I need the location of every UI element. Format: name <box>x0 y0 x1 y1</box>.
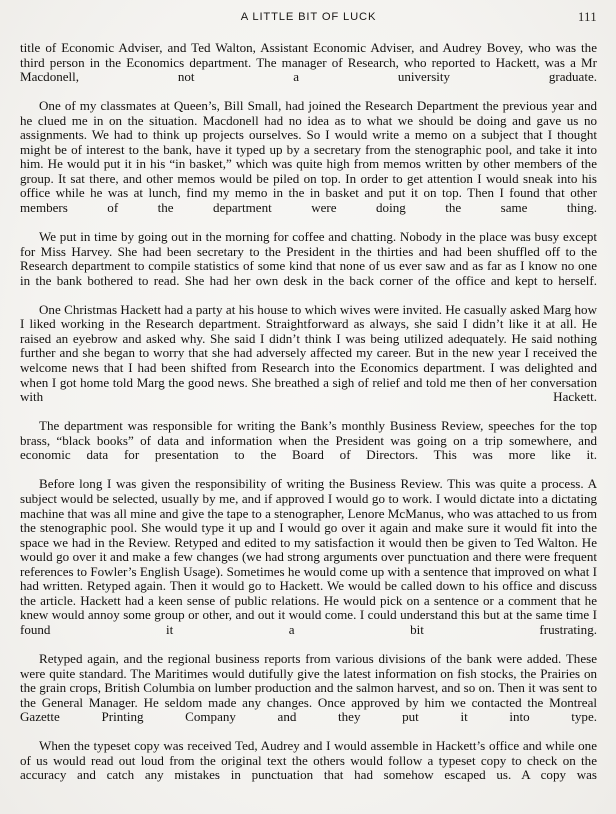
body-text-block <box>20 41 597 797</box>
paragraph: The department was responsible for writing the Bank’s monthly Business Review, speeches for the top brass, “black books” of data and information when the President was going on a trip somewhere, and economic data for presentation to the Board of Directors. This was more like it. <box>20 418 597 463</box>
paragraph: One of my classmates at Queen’s, Bill Small, had joined the Research Department the previous year and he clued me in on the situation. Macdonell had no idea as to what we should be doing and gave us no assignments. We had to think up projects ourselves. So I would write a memo on a subject that I thought might be of interest to the bank, have it typed up by a secretary from the stenographic pool, and take it into him. He would put it in his “in basket,” which was quite high from memos written by other members of the group. It sat there, and other memos would be piled on top. In order to get attention I would sneak into his office while he was at lunch, find my memo in the in basket and put it on top. Then I found that other members of the department were doing the same thing. <box>20 98 597 216</box>
page-number: 111 <box>577 10 597 24</box>
paragraph: title of Economic Adviser, and Ted Walton, Assistant Economic Adviser, and Audrey Bovey, who was the third person in the Economics department. The manager of Research, who reported to Hackett, was a Mr Macdonell, not a university graduate. <box>20 40 597 85</box>
running-head <box>20 8 597 26</box>
paragraph: Retyped again, and the regional business reports from various divisions of the bank were added. These were quite standard. The Maritimes would dutifully give the latest information on fish stocks, the Prairies on the grain crops, British Columbia on lumber production and the salmon harvest, and so on. Then it was sent to the General Manager. He seldom made any changes. Once approved by him we contacted the Montreal Gazette Printing Company and they put it into type. <box>20 650 597 725</box>
paragraph: Before long I was given the responsibility of writing the Business Review. This was quite a process. A subject would be selected, usually by me, and if approved I would go to work. I would dictate into a dictating machine that was all mine and give the tape to a stenographer, Lenore McManus, who was attached to us from the stenographic pool. She would type it up and I would go over it again and make sure it would fit into the space we had in the Review. Retyped and edited to my satisfaction it would then be given to Ted Walton. He would go over it and make a few changes (we had strong arguments over punctuation and there were frequent references to Fowler’s English Usage). Sometimes he would come up with a sentence that improved on what I had written. Retyped again. Then it would go to Hackett. We would be called down to his office and discuss the article. Hackett had a keen sense of public relations. He would pick on a sentence or a comment that he knew would annoy some group or other, and out it would come. I could understand this but at the same time I found it a bit frustrating. <box>20 476 597 637</box>
paragraph: One Christmas Hackett had a party at his house to which wives were invited. He casually asked Marg how I liked working in the Research department. Straightforward as always, she said I didn’t like it at all. He raised an eyebrow and asked why. She said I didn’t think I was being utilized adequately. He said nothing further and she began to worry that she had adversely affected my career. But in the new year I received the welcome news that I had been shifted from Research into the Economics department. I was delighted and when I got home told Marg the good news. She breathed a sigh of relief and told me then of her conversation with Hackett. <box>20 301 597 405</box>
paragraph: When the typeset copy was received Ted, Audrey and I would assemble in Hackett’s office and while one of us would read out loud from the original text the others would follow a typeset copy to check on the accuracy and catch any mistakes in punctuation that had somehow escaped us. A copy was <box>20 738 597 783</box>
running-head-title: A LITTLE BIT OF LUCK <box>240 11 377 23</box>
paragraph: We put in time by going out in the morning for coffee and chatting. Nobody in the place was busy except for Miss Harvey. She had been secretary to the President in the thirties and had been shuffled off to the Research department to compile statistics of some kind that none of us ever saw and as far as I know no one in the bank bothered to read. She had her own desk in the back corner of the office and kept to herself. <box>20 229 597 288</box>
